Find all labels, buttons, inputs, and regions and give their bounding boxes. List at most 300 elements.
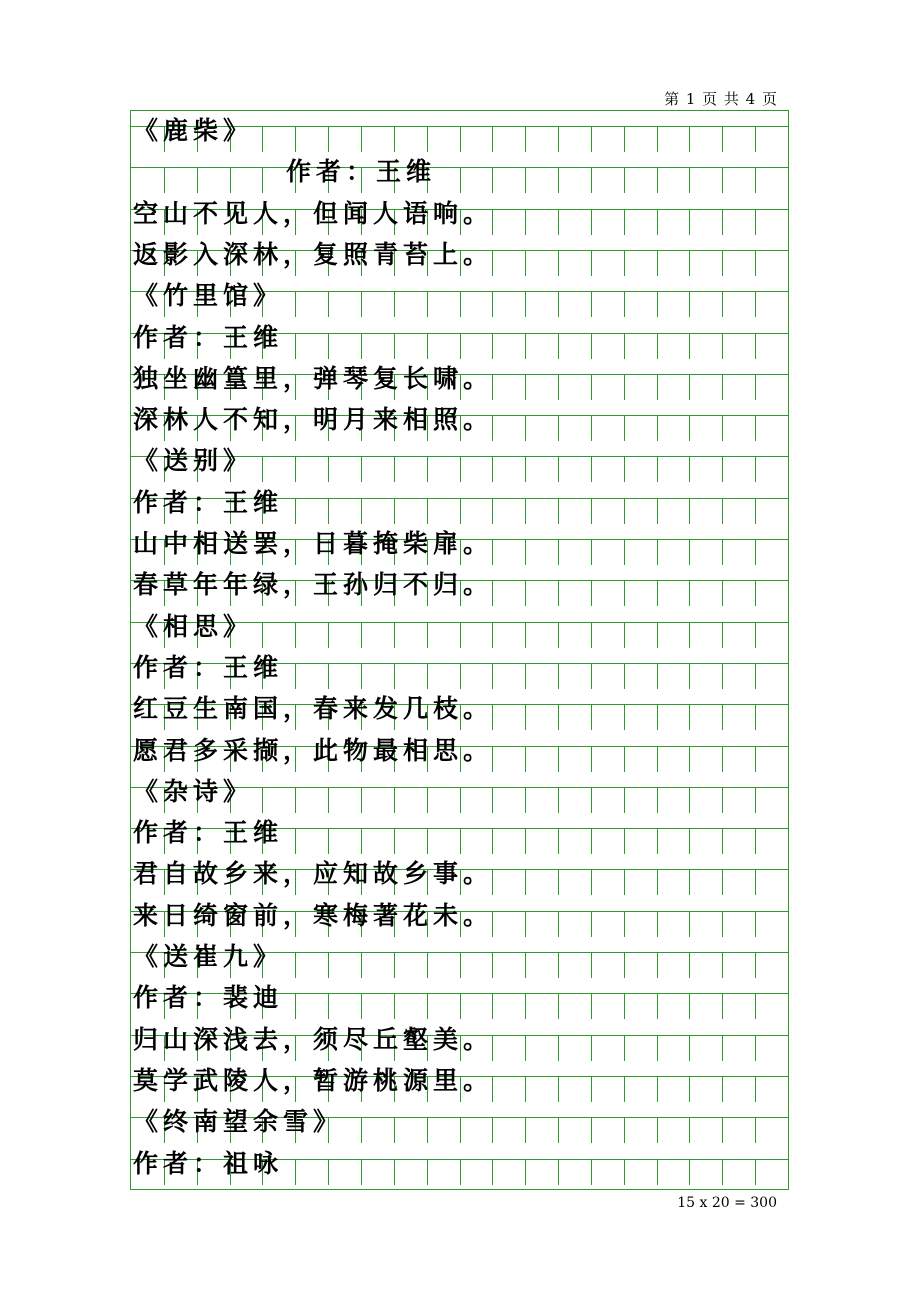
grid-cell-divider <box>755 663 756 689</box>
grid-cell-divider <box>525 746 526 772</box>
grid-cell-divider <box>492 498 493 524</box>
grid-cell-divider <box>689 911 690 937</box>
grid-cell-divider <box>689 539 690 565</box>
grid-cell-divider <box>525 869 526 895</box>
grid-cell-divider <box>657 415 658 441</box>
poem-author: 作者：王维 <box>286 157 437 187</box>
grid-cell-divider <box>558 746 559 772</box>
grid-cell-divider <box>657 1076 658 1102</box>
grid-cell-divider <box>591 828 592 854</box>
grid-cell-divider <box>722 746 723 772</box>
grid-cell-divider <box>689 993 690 1019</box>
grid-cell-divider <box>722 209 723 235</box>
grid-cell-divider <box>657 209 658 235</box>
grid-cell-divider <box>492 167 493 193</box>
grid-cell-divider <box>689 828 690 854</box>
poem-verse-line: 君自故乡来，应知故乡事。 <box>133 859 494 889</box>
grid-cell-divider <box>492 1159 493 1185</box>
poem-verse-line: 独坐幽篁里，弹琴复长啸。 <box>133 363 494 393</box>
grid-row <box>131 648 788 689</box>
grid-cell-divider <box>558 209 559 235</box>
grid-cell-divider <box>558 456 559 482</box>
grid-cell-divider <box>394 1117 395 1143</box>
grid-cell-divider <box>525 911 526 937</box>
grid-cell-divider <box>657 333 658 359</box>
grid-cell-divider <box>689 456 690 482</box>
grid-cell-divider <box>295 993 296 1019</box>
grid-row <box>131 1144 788 1185</box>
grid-cell-divider <box>460 952 461 978</box>
poem-verse-line: 归山深浅去，须尽丘壑美。 <box>133 1024 494 1054</box>
grid-cell-divider <box>558 498 559 524</box>
grid-cell-divider <box>492 828 493 854</box>
grid-cell-divider <box>394 333 395 359</box>
grid-row <box>131 524 788 565</box>
grid-cell-divider <box>657 1159 658 1185</box>
grid-cell-divider <box>722 1117 723 1143</box>
grid-cell-divider <box>755 869 756 895</box>
grid-cell-divider <box>525 580 526 606</box>
grid-cell-divider <box>689 374 690 400</box>
grid-cell-divider <box>492 333 493 359</box>
grid-cell-divider <box>361 126 362 152</box>
grid-cell-divider <box>525 704 526 730</box>
grid-cell-divider <box>460 291 461 317</box>
grid-cell-divider <box>295 828 296 854</box>
grid-cell-divider <box>394 787 395 813</box>
grid-cell-divider <box>624 746 625 772</box>
grid-cell-divider <box>591 374 592 400</box>
grid-cell-divider <box>657 1117 658 1143</box>
grid-cell-divider <box>722 498 723 524</box>
grid-row <box>131 441 788 482</box>
grid-cell-divider <box>755 498 756 524</box>
grid-cell-divider <box>755 1117 756 1143</box>
grid-cell-divider <box>427 622 428 648</box>
grid-cell-divider <box>394 952 395 978</box>
grid-cell-divider <box>361 498 362 524</box>
grid-cell-divider <box>591 787 592 813</box>
grid-cell-divider <box>657 952 658 978</box>
grid-cell-divider <box>624 498 625 524</box>
grid-cell-divider <box>525 828 526 854</box>
grid-cell-divider <box>427 126 428 152</box>
grid-cell-divider <box>558 291 559 317</box>
poem-title: 《竹里馆》 <box>133 281 284 311</box>
grid-cell-divider <box>492 456 493 482</box>
poem-verse-line: 愿君多采撷，此物最相思。 <box>133 735 494 765</box>
grid-cell-divider <box>755 1035 756 1061</box>
grid-cell-divider <box>624 1076 625 1102</box>
grid-cell-divider <box>328 952 329 978</box>
grid-cell-divider <box>460 1159 461 1185</box>
grid-cell-divider <box>427 663 428 689</box>
grid-cell-divider <box>525 250 526 276</box>
poem-author: 作者：祖咏 <box>133 1148 284 1178</box>
grid-cell-divider <box>755 952 756 978</box>
grid-cell-divider <box>624 209 625 235</box>
grid-cell-divider <box>624 952 625 978</box>
grid-cell-divider <box>755 415 756 441</box>
grid-row <box>131 276 788 317</box>
grid-cell-divider <box>591 993 592 1019</box>
grid-cell-divider <box>624 993 625 1019</box>
grid-cell-divider <box>657 663 658 689</box>
grid-cell-divider <box>722 415 723 441</box>
grid-cell-divider <box>230 167 231 193</box>
grid-cell-divider <box>394 498 395 524</box>
poem-title: 《送崔九》 <box>133 942 284 971</box>
grid-cell-divider <box>328 291 329 317</box>
grid-cell-divider <box>657 539 658 565</box>
poem-title: 《终南望余雪》 <box>133 1107 344 1137</box>
grid-cell-divider <box>525 415 526 441</box>
grid-cell-divider <box>558 1035 559 1061</box>
grid-cell-divider <box>591 663 592 689</box>
page-number-label: 第 1 页 共 4 页 <box>664 90 777 108</box>
grid-cell-divider <box>722 167 723 193</box>
grid-cell-divider <box>624 167 625 193</box>
grid-cell-divider <box>722 787 723 813</box>
grid-cell-divider <box>460 167 461 193</box>
grid-cell-divider <box>755 374 756 400</box>
grid-cell-divider <box>558 1076 559 1102</box>
grid-cell-divider <box>394 622 395 648</box>
grid-cell-divider <box>657 704 658 730</box>
grid-cell-divider <box>591 250 592 276</box>
grid-cell-divider <box>525 333 526 359</box>
poem-verse-line: 来日绮窗前，寒梅著花未。 <box>133 900 494 930</box>
grid-cell-divider <box>591 746 592 772</box>
grid-row <box>131 1061 788 1102</box>
grid-cell-divider <box>755 539 756 565</box>
grid-cell-divider <box>460 498 461 524</box>
grid-row <box>131 152 788 193</box>
grid-cell-divider <box>361 1159 362 1185</box>
grid-row <box>131 318 788 359</box>
grid-cell-divider <box>460 787 461 813</box>
grid-cell-divider <box>558 1159 559 1185</box>
grid-cell-divider <box>262 787 263 813</box>
grid-cell-divider <box>427 993 428 1019</box>
grid-cell-divider <box>394 993 395 1019</box>
grid-cell-divider <box>755 1076 756 1102</box>
grid-cell-divider <box>624 250 625 276</box>
poem-title: 《鹿柴》 <box>133 116 254 145</box>
grid-cell-divider <box>295 663 296 689</box>
grid-cell-divider <box>460 126 461 152</box>
grid-cell-divider <box>624 828 625 854</box>
grid-cell-divider <box>492 1117 493 1143</box>
grid-cell-divider <box>689 869 690 895</box>
grid-cell-divider <box>460 1117 461 1143</box>
grid-cell-divider <box>295 1159 296 1185</box>
grid-cell-divider <box>722 374 723 400</box>
grid-cell-divider <box>657 580 658 606</box>
grid-cell-divider <box>295 787 296 813</box>
grid-cell-divider <box>755 126 756 152</box>
grid-cell-divider <box>558 539 559 565</box>
poem-author: 作者：王维 <box>133 818 284 848</box>
grid-cell-divider <box>755 580 756 606</box>
grid-cell-divider <box>427 828 428 854</box>
grid-row <box>131 483 788 524</box>
grid-cell-divider <box>394 1159 395 1185</box>
grid-row <box>131 854 788 895</box>
grid-cell-divider <box>755 456 756 482</box>
grid-cell-divider <box>427 291 428 317</box>
grid-row <box>131 1020 788 1061</box>
grid-cell-divider <box>328 622 329 648</box>
grid-cell-divider <box>624 1117 625 1143</box>
grid-row <box>131 731 788 772</box>
grid-cell-divider <box>328 1159 329 1185</box>
grid-cell-divider <box>328 456 329 482</box>
grid-cell-divider <box>558 333 559 359</box>
grid-cell-divider <box>689 622 690 648</box>
grid-cell-divider <box>591 167 592 193</box>
grid-cell-divider <box>624 333 625 359</box>
poem-author: 作者：王维 <box>133 652 284 682</box>
grid-row <box>131 400 788 441</box>
grid-cell-divider <box>558 663 559 689</box>
grid-cell-divider <box>689 209 690 235</box>
grid-cell-divider <box>657 291 658 317</box>
grid-cell-divider <box>525 993 526 1019</box>
grid-cell-divider <box>755 787 756 813</box>
grid-cell-divider <box>722 828 723 854</box>
grid-row <box>131 772 788 813</box>
grid-cell-divider <box>558 250 559 276</box>
grid-cell-divider <box>689 250 690 276</box>
grid-cell-divider <box>755 209 756 235</box>
grid-cell-divider <box>591 209 592 235</box>
grid-cell-divider <box>328 993 329 1019</box>
grid-cell-divider <box>328 828 329 854</box>
grid-cell-divider <box>657 622 658 648</box>
poem-verse-line: 返影入深林，复照青苔上。 <box>133 239 494 269</box>
grid-cell-divider <box>295 291 296 317</box>
grid-cell-divider <box>689 1117 690 1143</box>
grid-cell-divider <box>755 828 756 854</box>
grid-cell-divider <box>591 539 592 565</box>
grid-cell-divider <box>689 704 690 730</box>
grid-cell-divider <box>262 167 263 193</box>
grid-cell-divider <box>558 415 559 441</box>
grid-cell-divider <box>657 250 658 276</box>
grid-cell-divider <box>525 374 526 400</box>
grid-cell-divider <box>525 209 526 235</box>
grid-cell-divider <box>657 993 658 1019</box>
grid-cell-divider <box>394 291 395 317</box>
grid-cell-divider <box>328 126 329 152</box>
grid-cell-divider <box>624 911 625 937</box>
grid-cell-divider <box>525 167 526 193</box>
grid-cell-divider <box>427 498 428 524</box>
grid-cell-divider <box>492 622 493 648</box>
grid-cell-divider <box>460 456 461 482</box>
grid-cell-divider <box>722 1035 723 1061</box>
grid-cell-divider <box>657 1035 658 1061</box>
grid-cell-divider <box>722 580 723 606</box>
grid-cell-divider <box>624 663 625 689</box>
grid-cell-divider <box>591 1159 592 1185</box>
grid-row <box>131 978 788 1019</box>
grid-cell-divider <box>361 456 362 482</box>
grid-cell-divider <box>657 787 658 813</box>
grid-cell-divider <box>689 787 690 813</box>
grid-cell-divider <box>427 1159 428 1185</box>
grid-cell-divider <box>262 622 263 648</box>
grid-cell-divider <box>755 704 756 730</box>
grid-cell-divider <box>689 952 690 978</box>
grid-cell-divider <box>394 663 395 689</box>
poem-verse-line: 山中相送罢，日暮掩柴扉。 <box>133 529 494 558</box>
grid-cell-divider <box>558 828 559 854</box>
grid-cell-divider <box>755 250 756 276</box>
grid-cell-divider <box>558 787 559 813</box>
grid-cell-divider <box>361 291 362 317</box>
grid-cell-divider <box>361 333 362 359</box>
grid-cell-divider <box>591 952 592 978</box>
grid-cell-divider <box>558 622 559 648</box>
grid-cell-divider <box>460 333 461 359</box>
grid-cell-divider <box>624 704 625 730</box>
grid-cell-divider <box>295 456 296 482</box>
grid-cell-divider <box>591 1076 592 1102</box>
grid-cell-divider <box>427 787 428 813</box>
grid-cell-divider <box>591 622 592 648</box>
grid-cell-divider <box>525 126 526 152</box>
grid-cell-divider <box>558 704 559 730</box>
grid-cell-divider <box>591 1035 592 1061</box>
grid-cell-divider <box>755 1159 756 1185</box>
grid-row <box>131 359 788 400</box>
grid-cell-divider <box>722 1159 723 1185</box>
grid-cell-divider <box>525 1076 526 1102</box>
grid-cell-divider <box>755 993 756 1019</box>
poem-verse-line: 深林人不知，明月来相照。 <box>133 405 494 435</box>
grid-cell-divider <box>624 1159 625 1185</box>
grid-cell-divider <box>689 291 690 317</box>
grid-cell-divider <box>328 663 329 689</box>
grid-cell-divider <box>328 498 329 524</box>
grid-cell-divider <box>722 539 723 565</box>
grid-cell-divider <box>591 456 592 482</box>
grid-cell-divider <box>689 167 690 193</box>
grid-cell-divider <box>657 167 658 193</box>
grid-cell-divider <box>558 374 559 400</box>
grid-cell-divider <box>722 250 723 276</box>
grid-cell-divider <box>624 456 625 482</box>
grid-cell-divider <box>689 415 690 441</box>
grid-cell-divider <box>689 1035 690 1061</box>
grid-cell-divider <box>689 498 690 524</box>
grid-cell-divider <box>591 291 592 317</box>
grid-cell-divider <box>624 291 625 317</box>
grid-cell-divider <box>525 539 526 565</box>
grid-cell-divider <box>295 333 296 359</box>
poem-verse-line: 莫学武陵人，暂游桃源里。 <box>133 1065 494 1095</box>
grid-cell-divider <box>689 746 690 772</box>
grid-cell-divider <box>722 1076 723 1102</box>
grid-cell-divider <box>427 456 428 482</box>
grid-cell-divider <box>722 333 723 359</box>
grid-cell-divider <box>722 911 723 937</box>
grid-cell-divider <box>525 622 526 648</box>
grid-cell-divider <box>558 911 559 937</box>
grid-cell-divider <box>689 333 690 359</box>
grid-cell-divider <box>722 993 723 1019</box>
grid-cell-divider <box>755 746 756 772</box>
grid-cell-divider <box>328 787 329 813</box>
grid-cell-divider <box>492 663 493 689</box>
grid-cell-divider <box>558 167 559 193</box>
grid-cell-divider <box>295 498 296 524</box>
grid-cell-divider <box>525 1117 526 1143</box>
grid-row <box>131 235 788 276</box>
grid-cell-divider <box>525 952 526 978</box>
grid-cell-divider <box>591 580 592 606</box>
grid-cell-divider <box>492 126 493 152</box>
grid-cell-divider <box>591 126 592 152</box>
grid-cell-divider <box>657 828 658 854</box>
grid-cell-divider <box>624 1035 625 1061</box>
grid-cell-divider <box>262 126 263 152</box>
poem-verse-line: 红豆生南国，春来发几枝。 <box>133 694 494 724</box>
grid-cell-divider <box>197 167 198 193</box>
grid-cell-divider <box>755 291 756 317</box>
grid-cell-divider <box>525 1159 526 1185</box>
grid-cell-divider <box>558 580 559 606</box>
poem-author: 作者：裴迪 <box>133 983 284 1013</box>
grid-row <box>131 689 788 730</box>
grid-cell-divider <box>361 1117 362 1143</box>
grid-cell-divider <box>624 539 625 565</box>
grid-cell-divider <box>525 291 526 317</box>
grid-cell-divider <box>722 622 723 648</box>
grid-cell-divider <box>427 1117 428 1143</box>
poem-verse-line: 空山不见人，但闻人语响。 <box>133 198 494 228</box>
grid-cell-divider <box>657 746 658 772</box>
poem-author: 作者：王维 <box>133 322 284 352</box>
grid-cell-divider <box>262 456 263 482</box>
grid-cell-divider <box>624 580 625 606</box>
grid-cell-divider <box>591 1117 592 1143</box>
grid-cell-divider <box>492 291 493 317</box>
grid-cell-divider <box>689 126 690 152</box>
poem-author: 作者：王维 <box>133 487 284 517</box>
grid-cell-divider <box>295 952 296 978</box>
grid-cell-divider <box>591 498 592 524</box>
grid-cell-divider <box>460 663 461 689</box>
grid-cell-divider <box>525 1035 526 1061</box>
grid-cell-divider <box>394 828 395 854</box>
grid-row <box>131 937 788 978</box>
grid-cell-divider <box>361 952 362 978</box>
grid-cell-divider <box>361 622 362 648</box>
grid-cell-divider <box>657 498 658 524</box>
grid-cell-divider <box>427 952 428 978</box>
grid-cell-divider <box>525 456 526 482</box>
writing-grid-sheet <box>130 110 789 1190</box>
poem-title: 《相思》 <box>133 611 254 641</box>
grid-cell-divider <box>722 663 723 689</box>
grid-cell-divider <box>558 952 559 978</box>
grid-cell-divider <box>492 787 493 813</box>
grid-cell-divider <box>689 580 690 606</box>
grid-cell-divider <box>624 622 625 648</box>
